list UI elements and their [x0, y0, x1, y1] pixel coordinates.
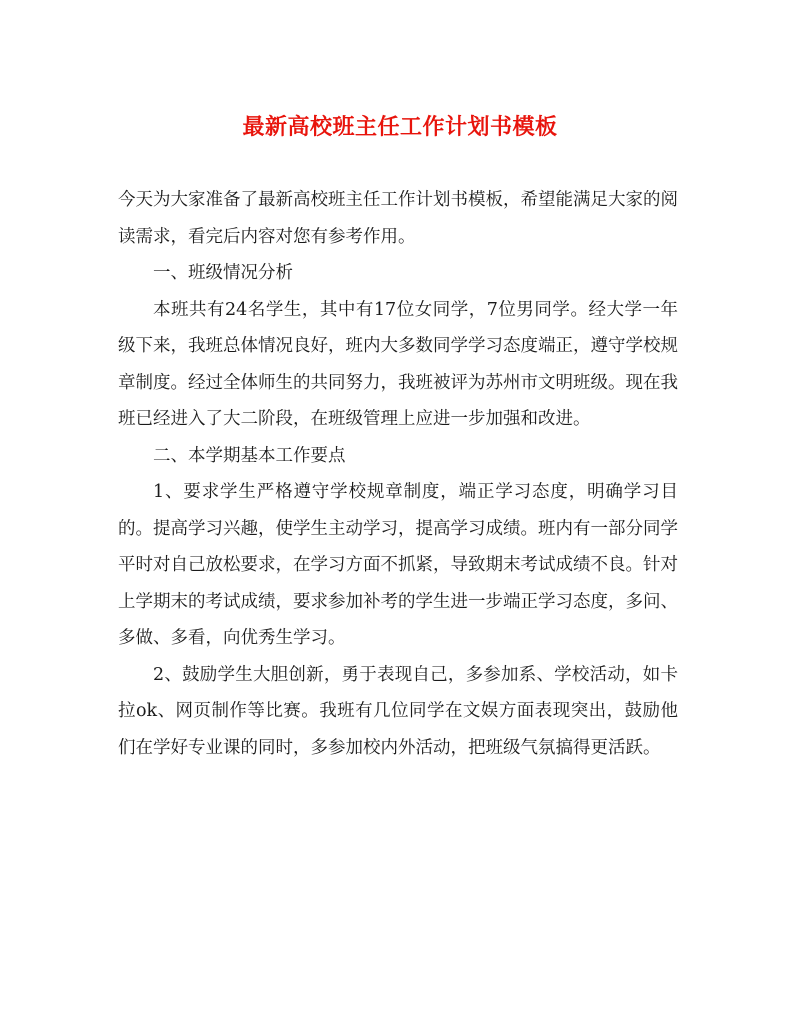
section-heading-class-analysis: 一、班级情况分析 [153, 263, 293, 283]
paragraph-class-analysis: 本班共有24名学生，其中有17位女同学，7位男同学。经大学一年级下来，我班总体情况良好，班内大多数同学学习态度端正，遵守学校规章制度。经过全体师生的共同努力，我班被评为苏州市文明班级。现在我班已经进入了大二阶段，在班级管理上应进一步加强和改进。 [118, 299, 678, 429]
paragraph-point-1: 1、要求学生严格遵守学校规章制度，端正学习态度，明确学习目的。提高学习兴趣，使学生主动学习，提高学习成绩。班内有一部分同学平时对自己放松要求，在学习方面不抓紧，导致期末考试成绩不良。针对上学期末的考试成绩，要求参加补考的学生进一步端正学习态度，多问、多做、多看，向优秀生学习。 [118, 482, 678, 648]
document-title: 最新高校班主任工作计划书模板 [242, 114, 558, 140]
intro-paragraph: 今天为大家准备了最新高校班主任工作计划书模板，希望能满足大家的阅读需求，看完后内容对您有参考作用。 [118, 190, 678, 247]
paragraph-point-2: 2、鼓励学生大胆创新，勇于表现自己，多参加系、学校活动，如卡拉ok、网页制作等比赛。我班有几位同学在文娱方面表现突出，鼓励他们在学好专业课的同时，多参加校内外活动，把班级气氛搞得更活跃。 [118, 664, 678, 758]
document-body [118, 182, 678, 766]
section-heading-work-points: 二、本学期基本工作要点 [153, 445, 346, 466]
